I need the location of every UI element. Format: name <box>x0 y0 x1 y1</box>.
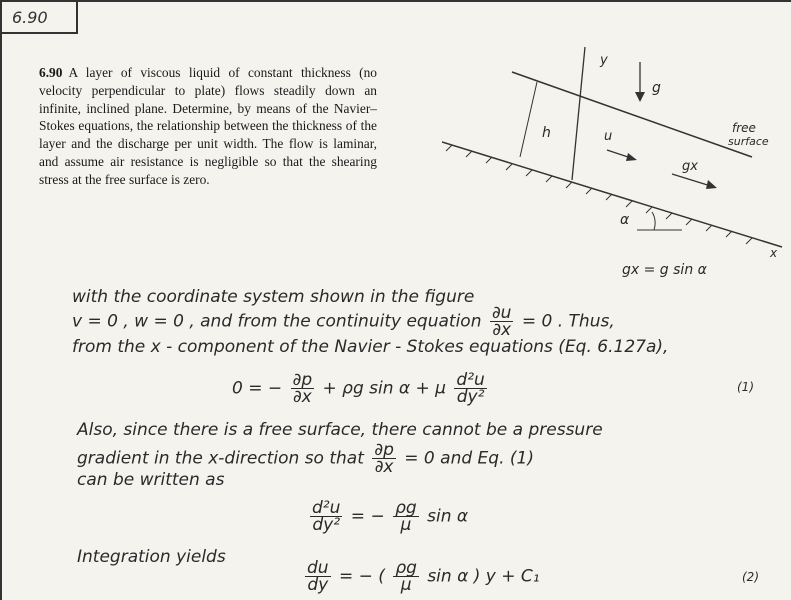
solution-line-4: Also, since there is a free surface, there cannot be a pressure <box>77 420 603 440</box>
du-dx-fraction: $\frac{\partial u}{\partial x}$ <box>491 303 512 340</box>
solution-line-6: can be written as <box>77 470 225 490</box>
gx-label: gx <box>682 159 698 174</box>
plane-hatching <box>446 145 752 244</box>
equation-2: $\frac{\text{d²u}}{\text{dy²}}$ = − $\frac{\rho g}{\mu}$ sin α <box>312 498 469 535</box>
problem-tag: 6.90 <box>2 2 78 34</box>
alpha-label: α <box>620 212 630 228</box>
inclined-plane-figure <box>442 42 791 282</box>
problem-number: 6.90 <box>39 65 63 80</box>
problem-statement <box>39 64 377 189</box>
y-label: y <box>600 53 608 68</box>
gx-equation: gx = g sin α <box>622 262 707 278</box>
solution-line-1: with the coordinate system shown in the figure <box>72 287 475 307</box>
g-label: g <box>652 80 661 96</box>
h-label: h <box>542 125 551 141</box>
y-axis <box>572 47 585 180</box>
free-label: free <box>732 121 756 135</box>
problem-text: A layer of viscous liquid of constant thickness (no velocity perpendicular to plate) flows steadily down an infinite, inclined plane. Determine, by means of the Navier–Stokes equations, the relationship between the thickness of the layer and the discharge per unit width. The flow is laminar, and assume air resistance is negligible so that the shearing stress at the free surface is zero. <box>39 65 377 187</box>
equation-3: $\frac{du}{dy}$ = − ( $\frac{\rho g}{\mu}$ sin α ) y + C₁ <box>307 558 540 595</box>
solution-line-2: v = 0 , w = 0 , and from the continuity equation $\frac{\partial u}{\partial x}$ = 0 . Thus, <box>72 303 615 340</box>
solution-line-7: Integration yields <box>77 547 226 567</box>
equation-1: 0 = − $\frac{\partial p}{\partial x}$ + ρg sin α + μ $\frac{\text{d²u}}{\text{dy²}}$ <box>232 370 485 407</box>
u-label: u <box>604 129 613 144</box>
x-label: x <box>770 246 778 260</box>
surface-label: surface <box>728 135 769 148</box>
solution-line-3: from the x - component of the Navier - Stokes equations (Eq. 6.127a), <box>72 337 669 357</box>
equation-2-number: (2) <box>742 570 759 584</box>
free-surface-line <box>512 72 752 157</box>
h-dimension <box>520 82 537 157</box>
solution-line-5: gradient in the x-direction so that $\frac{\partial p}{\partial x}$ = 0 and Eq. (1) <box>77 440 534 477</box>
equation-1-number: (1) <box>737 380 754 394</box>
